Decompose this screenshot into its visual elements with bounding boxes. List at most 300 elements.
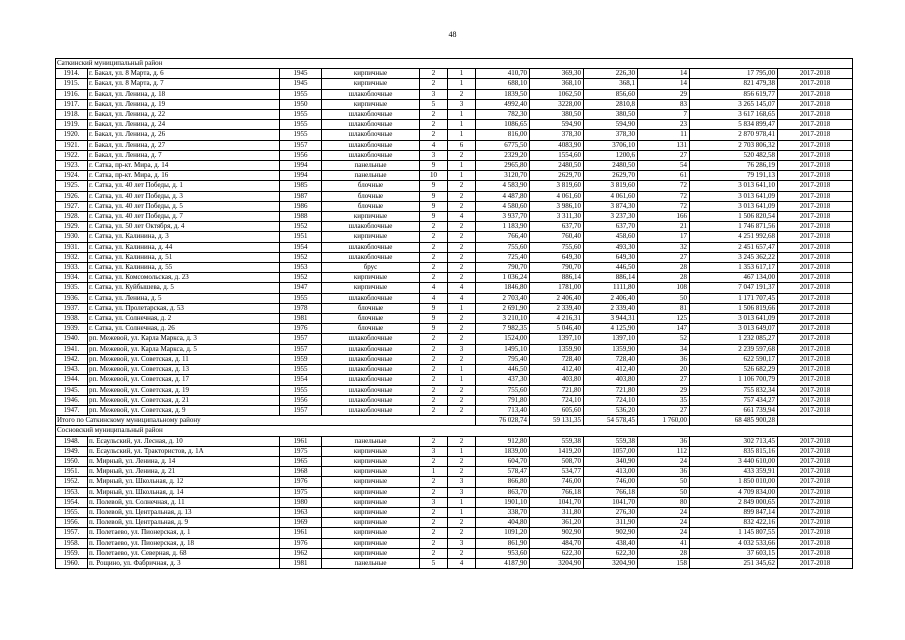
cell-entrances: 2 [448,436,476,446]
cell-repair-cost: 76 286,19 [690,161,778,171]
cell-wall-material: кирпичные [322,507,420,517]
cell-address: п. Полевой, ул. Солнечная, д. 11 [88,497,280,507]
cell-row-number: 1949. [56,446,88,456]
cell-residential-area: 276,30 [584,507,638,517]
cell-entrances: 2 [448,314,476,324]
cell-residential-area: 766,18 [584,487,638,497]
cell-residents: 14 [638,79,690,89]
cell-entrances: 1 [448,69,476,79]
cell-total-area: 4 583,90 [476,181,530,191]
total-value-b: 59 131,35 [530,416,584,426]
cell-living-area: 649,30 [530,252,584,262]
table-row [56,518,853,528]
cell-living-area: 1554,60 [530,150,584,160]
cell-residential-area: 3 874,30 [584,201,638,211]
cell-floors: 2 [420,354,448,364]
cell-year-built: 1957 [280,405,322,415]
cell-residential-area: 594,90 [584,120,638,130]
cell-residents: 80 [638,497,690,507]
cell-entrances: 1 [448,79,476,89]
cell-row-number: 1938. [56,314,88,324]
cell-residential-area: 3204,90 [584,558,638,568]
cell-residents: 27 [638,150,690,160]
cell-residential-area: 4 125,90 [584,324,638,334]
table-row [56,487,853,497]
table-row [56,548,853,558]
cell-entrances: 2 [448,181,476,191]
cell-residents: 72 [638,191,690,201]
cell-residents: 11 [638,130,690,140]
cell-living-area: 4 216,31 [530,314,584,324]
cell-repair-period: 2017-2018 [778,497,853,507]
cell-row-number: 1960. [56,558,88,568]
table-row [56,89,853,99]
cell-address: г. Бакал, ул. Ленина, д. 22 [88,110,280,120]
cell-year-built: 1951 [280,232,322,242]
cell-repair-cost: 856 619,77 [690,89,778,99]
cell-residential-area: 622,30 [584,548,638,558]
cell-address: г. Бакал, ул. Ленина, д. 27 [88,140,280,150]
cell-floors: 2 [420,242,448,252]
cell-address: г. Сатка, ул. Комсомольская, д. 23 [88,273,280,283]
cell-living-area: 755,60 [530,242,584,252]
cell-residents: 147 [638,324,690,334]
cell-wall-material: шлакоблочные [322,385,420,395]
cell-repair-period: 2017-2018 [778,99,853,109]
cell-living-area: 3 986,10 [530,201,584,211]
housing-table [55,58,853,569]
cell-floors: 10 [420,171,448,181]
cell-row-number: 1930. [56,232,88,242]
section-title: Сосновский муниципальный район [56,426,853,436]
table-row [56,446,853,456]
cell-entrances: 3 [448,487,476,497]
cell-floors: 2 [420,79,448,89]
cell-residential-area: 1200,6 [584,150,638,160]
cell-year-built: 1957 [280,344,322,354]
table-row [56,140,853,150]
cell-address: г. Бакал, ул. Ленина, д. 18 [88,89,280,99]
table-row [56,303,853,313]
cell-entrances: 2 [448,334,476,344]
cell-residents: 131 [638,140,690,150]
cell-total-area: 4 487,80 [476,191,530,201]
cell-living-area: 412,40 [530,365,584,375]
cell-residential-area: 728,40 [584,354,638,364]
cell-row-number: 1954. [56,497,88,507]
cell-entrances: 2 [448,405,476,415]
cell-residents: 21 [638,222,690,232]
cell-residents: 28 [638,263,690,273]
cell-repair-period: 2017-2018 [778,171,853,181]
table-row [56,293,853,303]
cell-repair-cost: 1 106 700,79 [690,375,778,385]
cell-wall-material: кирпичные [322,548,420,558]
cell-address: г. Сатка, ул. Куйбышева, д. 5 [88,283,280,293]
cell-wall-material: шлакоблочные [322,334,420,344]
cell-total-area: 755,60 [476,242,530,252]
table-row [56,222,853,232]
cell-repair-period: 2017-2018 [778,314,853,324]
cell-floors: 2 [420,222,448,232]
cell-residential-area: 746,00 [584,477,638,487]
cell-row-number: 1927. [56,201,88,211]
cell-floors: 2 [420,477,448,487]
cell-total-area: 604,70 [476,456,530,466]
cell-total-area: 2965,80 [476,161,530,171]
section-header-satka [56,59,853,69]
cell-repair-period: 2017-2018 [778,181,853,191]
cell-residential-area: 721,80 [584,385,638,395]
cell-row-number: 1920. [56,130,88,140]
cell-residents: 24 [638,528,690,538]
cell-total-area: 713,40 [476,405,530,415]
cell-year-built: 1986 [280,201,322,211]
cell-address: рп. Межевой, ул. Советская, д. 17 [88,375,280,385]
cell-residential-area: 856,60 [584,89,638,99]
cell-living-area: 724,10 [530,395,584,405]
cell-year-built: 1985 [280,181,322,191]
cell-row-number: 1943. [56,365,88,375]
cell-total-area: 437,30 [476,375,530,385]
cell-residential-area: 403,80 [584,375,638,385]
cell-total-area: 1846,80 [476,283,530,293]
cell-wall-material: шлакоблочные [322,130,420,140]
cell-repair-cost: 1 171 707,45 [690,293,778,303]
cell-floors: 9 [420,212,448,222]
cell-year-built: 1953 [280,263,322,273]
cell-year-built: 1969 [280,518,322,528]
cell-address: п. Полевой, ул. Центральная, д. 13 [88,507,280,517]
cell-repair-cost: 1 506 819,66 [690,303,778,313]
cell-residential-area: 3706,10 [584,140,638,150]
cell-floors: 2 [420,405,448,415]
cell-year-built: 1955 [280,110,322,120]
cell-repair-cost: 757 434,27 [690,395,778,405]
table-row [56,456,853,466]
cell-repair-period: 2017-2018 [778,150,853,160]
cell-living-area: 368,10 [530,79,584,89]
cell-living-area: 508,70 [530,456,584,466]
cell-row-number: 1945. [56,385,88,395]
cell-residents: 54 [638,161,690,171]
cell-wall-material: кирпичные [322,273,420,283]
table-row [56,283,853,293]
cell-floors: 2 [420,344,448,354]
cell-wall-material: кирпичные [322,538,420,548]
cell-address: г. Сатка, пр-кт. Мира, д. 14 [88,161,280,171]
cell-address: г. Сатка, ул. 40 лет Победы, д. 7 [88,212,280,222]
cell-repair-cost: 3 440 610,00 [690,456,778,466]
cell-year-built: 1961 [280,436,322,446]
cell-floors: 9 [420,201,448,211]
cell-row-number: 1921. [56,140,88,150]
cell-residential-area: 368,1 [584,79,638,89]
cell-row-number: 1944. [56,375,88,385]
table-row [56,181,853,191]
cell-row-number: 1951. [56,467,88,477]
cell-floors: 2 [420,69,448,79]
cell-year-built: 1957 [280,334,322,344]
cell-wall-material: шлакоблочные [322,395,420,405]
cell-entrances: 2 [448,263,476,273]
cell-wall-material: шлакоблочные [322,242,420,252]
cell-repair-period: 2017-2018 [778,538,853,548]
cell-living-area: 484,70 [530,538,584,548]
cell-repair-cost: 4 032 533,66 [690,538,778,548]
table-row [56,171,853,181]
cell-repair-period: 2017-2018 [778,477,853,487]
cell-wall-material: кирпичные [322,456,420,466]
cell-wall-material: кирпичные [322,69,420,79]
cell-residential-area: 438,40 [584,538,638,548]
cell-year-built: 1965 [280,456,322,466]
cell-residents: 112 [638,446,690,456]
cell-wall-material: кирпичные [322,528,420,538]
cell-living-area: 605,60 [530,405,584,415]
cell-repair-cost: 3 013 649,07 [690,324,778,334]
cell-residents: 27 [638,252,690,262]
cell-address: п. Полетаево, ул. Пионерская, д. 18 [88,538,280,548]
cell-total-area: 953,60 [476,548,530,558]
cell-total-area: 1524,00 [476,334,530,344]
total-label: Итого по Саткинскому муниципальному району [56,416,476,426]
cell-wall-material: шлакоблочные [322,222,420,232]
cell-repair-period: 2017-2018 [778,344,853,354]
cell-living-area: 534,77 [530,467,584,477]
cell-total-area: 4187,90 [476,558,530,568]
cell-repair-cost: 3 265 145,07 [690,99,778,109]
cell-year-built: 1959 [280,354,322,364]
cell-entrances: 4 [448,212,476,222]
cell-total-area: 2329,20 [476,150,530,160]
cell-floors: 9 [420,314,448,324]
cell-repair-period: 2017-2018 [778,467,853,477]
cell-floors: 2 [420,548,448,558]
cell-floors: 9 [420,181,448,191]
cell-residents: 27 [638,405,690,415]
cell-wall-material: панельные [322,558,420,568]
cell-repair-period: 2017-2018 [778,518,853,528]
cell-repair-cost: 2 849 000,65 [690,497,778,507]
cell-year-built: 1947 [280,283,322,293]
cell-repair-period: 2017-2018 [778,456,853,466]
cell-repair-cost: 520 482,58 [690,150,778,160]
cell-living-area: 2480,50 [530,161,584,171]
cell-repair-cost: 302 713,45 [690,436,778,446]
cell-wall-material: шлакоблочные [322,252,420,262]
cell-residents: 28 [638,273,690,283]
cell-residential-area: 3 944,31 [584,314,638,324]
cell-repair-cost: 1 232 085,27 [690,334,778,344]
cell-row-number: 1931. [56,242,88,252]
cell-wall-material: шлакоблочные [322,354,420,364]
cell-repair-cost: 4 709 834,00 [690,487,778,497]
cell-residents: 158 [638,558,690,568]
table-row [56,477,853,487]
cell-repair-cost: 3 617 168,65 [690,110,778,120]
cell-year-built: 1975 [280,487,322,497]
cell-residents: 32 [638,242,690,252]
cell-year-built: 1955 [280,130,322,140]
cell-address: п. Мирный, ул. Школьная, д. 14 [88,487,280,497]
cell-year-built: 1955 [280,293,322,303]
cell-repair-period: 2017-2018 [778,365,853,375]
cell-total-area: 3 210,10 [476,314,530,324]
cell-residential-area: 458,60 [584,232,638,242]
cell-repair-cost: 832 422,16 [690,518,778,528]
cell-wall-material: панельные [322,436,420,446]
cell-living-area: 622,30 [530,548,584,558]
cell-repair-period: 2017-2018 [778,293,853,303]
cell-row-number: 1946. [56,395,88,405]
cell-address: г. Бакал, ул. 8 Марта, д. 7 [88,79,280,89]
cell-floors: 9 [420,303,448,313]
cell-repair-period: 2017-2018 [778,69,853,79]
cell-row-number: 1925. [56,181,88,191]
cell-wall-material: блочные [322,191,420,201]
cell-wall-material: кирпичные [322,212,420,222]
cell-row-number: 1950. [56,456,88,466]
cell-residents: 83 [638,99,690,109]
cell-floors: 9 [420,324,448,334]
cell-residents: 72 [638,201,690,211]
cell-address: г. Бакал, ул. Ленина, д. 7 [88,150,280,160]
cell-residential-area: 2629,70 [584,171,638,181]
table-row [56,130,853,140]
cell-entrances: 1 [448,110,476,120]
cell-living-area: 1359,90 [530,344,584,354]
cell-residential-area: 380,50 [584,110,638,120]
cell-repair-cost: 3 013 641,09 [690,201,778,211]
cell-repair-cost: 251 345,62 [690,558,778,568]
cell-row-number: 1959. [56,548,88,558]
cell-floors: 2 [420,334,448,344]
cell-living-area: 1781,00 [530,283,584,293]
cell-entrances: 6 [448,140,476,150]
cell-total-area: 912,80 [476,436,530,446]
cell-floors: 5 [420,558,448,568]
cell-address: п. Рощино, ул. Фабричная, д. 3 [88,558,280,568]
cell-living-area: 1419,20 [530,446,584,456]
cell-residential-area: 1041,70 [584,497,638,507]
cell-residents: 52 [638,334,690,344]
cell-address: г. Сатка, ул. 50 лет Октября, д. 4 [88,222,280,232]
cell-repair-period: 2017-2018 [778,436,853,446]
cell-repair-cost: 899 847,14 [690,507,778,517]
cell-residents: 41 [638,538,690,548]
cell-year-built: 1952 [280,252,322,262]
cell-residents: 29 [638,385,690,395]
cell-floors: 4 [420,293,448,303]
cell-residential-area: 886,14 [584,273,638,283]
cell-entrances: 2 [448,242,476,252]
cell-address: г. Сатка, ул. Пролетарская, д. 53 [88,303,280,313]
cell-repair-period: 2017-2018 [778,507,853,517]
total-empty [778,416,853,426]
cell-repair-cost: 433 359,91 [690,467,778,477]
cell-living-area: 790,70 [530,263,584,273]
cell-address: г. Сатка, ул. Калинина, д. 51 [88,252,280,262]
cell-residential-area: 559,38 [584,436,638,446]
cell-repair-period: 2017-2018 [778,528,853,538]
cell-repair-period: 2017-2018 [778,79,853,89]
cell-total-area: 1495,10 [476,344,530,354]
cell-repair-period: 2017-2018 [778,487,853,497]
cell-total-area: 6775,50 [476,140,530,150]
cell-wall-material: панельные [322,161,420,171]
cell-year-built: 1954 [280,242,322,252]
cell-repair-period: 2017-2018 [778,273,853,283]
cell-residents: 50 [638,477,690,487]
cell-living-area: 3 819,60 [530,181,584,191]
cell-living-area: 4083,90 [530,140,584,150]
cell-residential-area: 724,10 [584,395,638,405]
cell-residents: 108 [638,283,690,293]
cell-year-built: 1980 [280,497,322,507]
cell-year-built: 1961 [280,528,322,538]
cell-floors: 9 [420,161,448,171]
cell-repair-period: 2017-2018 [778,283,853,293]
cell-entrances: 1 [448,375,476,385]
cell-repair-cost: 5 834 899,47 [690,120,778,130]
cell-total-area: 3 937,70 [476,212,530,222]
cell-wall-material: шлакоблочные [322,120,420,130]
cell-total-area: 2 691,90 [476,303,530,313]
cell-repair-cost: 3 013 641,10 [690,181,778,191]
cell-total-area: 816,00 [476,130,530,140]
cell-total-area: 1 183,90 [476,222,530,232]
cell-residents: 27 [638,375,690,385]
cell-residential-area: 340,90 [584,456,638,466]
cell-wall-material: шлакоблочные [322,344,420,354]
cell-residents: 72 [638,181,690,191]
cell-floors: 2 [420,528,448,538]
cell-entrances: 2 [448,528,476,538]
cell-floors: 2 [420,395,448,405]
cell-repair-cost: 622 590,17 [690,354,778,364]
cell-repair-cost: 4 251 992,68 [690,232,778,242]
cell-year-built: 1955 [280,365,322,375]
cell-wall-material: шлакоблочные [322,365,420,375]
cell-address: п. Мирный, ул. Ленина, д. 21 [88,467,280,477]
cell-living-area: 902,90 [530,528,584,538]
cell-residential-area: 3 819,60 [584,181,638,191]
cell-row-number: 1934. [56,273,88,283]
cell-row-number: 1940. [56,334,88,344]
cell-living-area: 311,80 [530,507,584,517]
cell-residential-area: 413,00 [584,467,638,477]
cell-repair-period: 2017-2018 [778,548,853,558]
cell-repair-period: 2017-2018 [778,89,853,99]
table-row [56,375,853,385]
cell-row-number: 1929. [56,222,88,232]
cell-residential-area: 446,50 [584,263,638,273]
cell-total-area: 861,90 [476,538,530,548]
cell-address: г. Бакал, ул. Ленина, д. 26 [88,130,280,140]
cell-row-number: 1924. [56,171,88,181]
cell-year-built: 1952 [280,222,322,232]
cell-repair-cost: 835 815,16 [690,446,778,456]
cell-wall-material: шлакоблочные [322,405,420,415]
cell-living-area: 3228,00 [530,99,584,109]
cell-repair-period: 2017-2018 [778,120,853,130]
cell-total-area: 1086,65 [476,120,530,130]
table-row [56,161,853,171]
cell-row-number: 1941. [56,344,88,354]
cell-row-number: 1914. [56,69,88,79]
cell-total-area: 4992,40 [476,99,530,109]
